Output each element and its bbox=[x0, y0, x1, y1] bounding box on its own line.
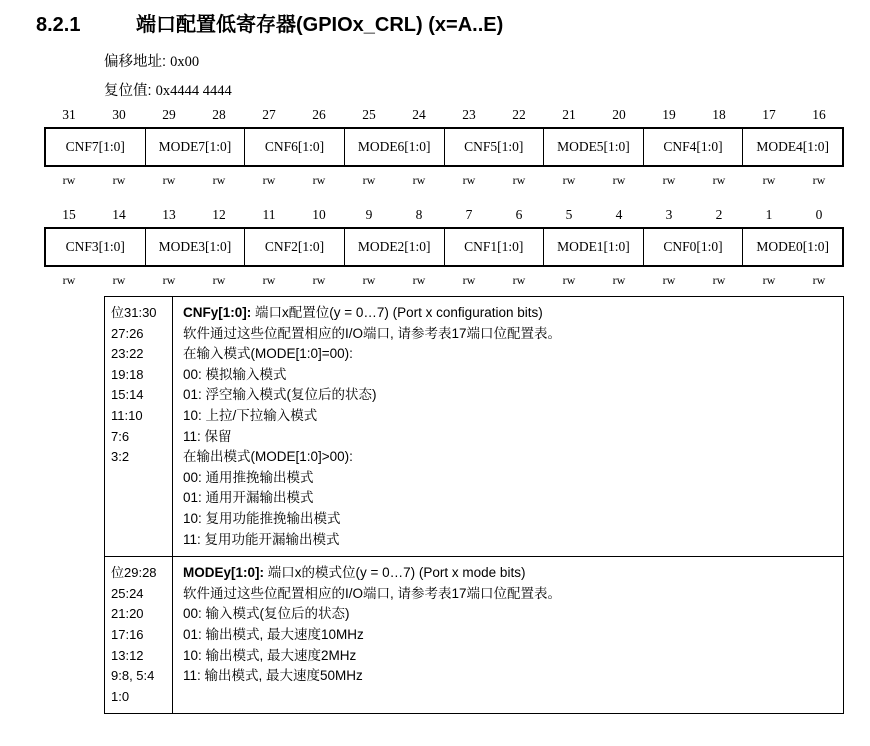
register-field: CNF7[1:0] bbox=[46, 129, 146, 165]
table-row bbox=[105, 297, 843, 557]
bit-description-cell bbox=[173, 557, 843, 713]
bit-range-cell bbox=[105, 297, 173, 556]
bit-number: 3 bbox=[665, 207, 673, 222]
access-label: rw bbox=[512, 273, 526, 287]
description-line: 00: 输入模式(复位后的状态) bbox=[183, 606, 350, 622]
access-label: rw bbox=[162, 173, 176, 187]
bit-description-cell bbox=[173, 297, 843, 556]
access-row-high bbox=[44, 171, 844, 189]
offset-address-line bbox=[104, 50, 199, 71]
access-label: rw bbox=[712, 273, 726, 287]
bit-number: 8 bbox=[415, 207, 423, 222]
bit-range: 7:6 bbox=[111, 428, 130, 444]
section-title: 端口配置低寄存器(GPIOx_CRL) (x=A..E) bbox=[136, 14, 504, 36]
field-title-line bbox=[183, 563, 835, 584]
description-line: 11: 保留 bbox=[183, 428, 232, 444]
bit-number: 12 bbox=[212, 207, 226, 222]
bit-number: 28 bbox=[212, 107, 226, 122]
register-field: CNF0[1:0] bbox=[644, 229, 744, 265]
description-line: 00: 通用推挽输出模式 bbox=[183, 469, 314, 485]
register-field-row-low bbox=[44, 227, 844, 267]
access-label: rw bbox=[762, 273, 776, 287]
bit-number: 18 bbox=[712, 107, 726, 122]
access-label: rw bbox=[612, 273, 626, 287]
description-line: 01: 浮空输入模式(复位后的状态) bbox=[183, 387, 377, 403]
bit-number: 24 bbox=[412, 107, 426, 122]
section-heading bbox=[36, 8, 503, 37]
access-label: rw bbox=[612, 173, 626, 187]
bit-number: 15 bbox=[62, 207, 76, 222]
bit-number: 19 bbox=[662, 107, 676, 122]
access-row-low bbox=[44, 271, 844, 289]
bit-number: 9 bbox=[365, 207, 373, 222]
description-line: 10: 上拉/下拉输入模式 bbox=[183, 407, 318, 423]
register-field: MODE6[1:0] bbox=[345, 129, 445, 165]
access-label: rw bbox=[462, 173, 476, 187]
field-name: MODEy[1:0]: bbox=[183, 565, 265, 581]
bit-number: 1 bbox=[765, 207, 773, 222]
register-field: CNF5[1:0] bbox=[445, 129, 545, 165]
description-line: 11: 输出模式, 最大速度50MHz bbox=[183, 668, 363, 684]
access-label: rw bbox=[812, 273, 826, 287]
field-title-line bbox=[183, 303, 835, 324]
access-label: rw bbox=[712, 173, 726, 187]
bit-range: 21:20 bbox=[111, 606, 144, 622]
description-line: 在输入模式(MODE[1:0]=00): bbox=[183, 346, 353, 362]
register-field: CNF1[1:0] bbox=[445, 229, 545, 265]
description-line: 在输出模式(MODE[1:0]>00): bbox=[183, 449, 353, 465]
access-label: rw bbox=[812, 173, 826, 187]
access-label: rw bbox=[212, 173, 226, 187]
access-label: rw bbox=[212, 273, 226, 287]
bit-number: 31 bbox=[62, 107, 76, 122]
bit-number: 26 bbox=[312, 107, 326, 122]
bit-number: 21 bbox=[562, 107, 576, 122]
reset-value-line bbox=[104, 79, 232, 100]
bit-number: 13 bbox=[162, 207, 176, 222]
access-label: rw bbox=[412, 273, 426, 287]
access-label: rw bbox=[112, 173, 126, 187]
description-line: 11: 复用功能开漏输出模式 bbox=[183, 531, 340, 547]
bit-number: 11 bbox=[262, 207, 276, 222]
bit-range: 1:0 bbox=[111, 688, 130, 704]
register-field: MODE4[1:0] bbox=[756, 139, 830, 154]
reset-value-value: 0x4444 4444 bbox=[155, 83, 232, 99]
description-line: 01: 输出模式, 最大速度10MHz bbox=[183, 626, 364, 642]
bit-number: 29 bbox=[162, 107, 176, 122]
bit-range: 15:14 bbox=[111, 387, 144, 403]
register-field: MODE5[1:0] bbox=[544, 129, 644, 165]
access-label: rw bbox=[262, 273, 276, 287]
bit-number: 14 bbox=[112, 207, 126, 222]
register-field: MODE7[1:0] bbox=[146, 129, 246, 165]
register-field: MODE0[1:0] bbox=[756, 239, 830, 254]
bit-number: 20 bbox=[612, 107, 626, 122]
bit-range: 位31:30 bbox=[111, 305, 157, 320]
bit-range: 17:16 bbox=[111, 626, 144, 642]
access-label: rw bbox=[562, 173, 576, 187]
bit-number: 0 bbox=[815, 207, 823, 222]
bit-number: 5 bbox=[565, 207, 573, 222]
bit-number-row-low bbox=[44, 206, 844, 224]
bit-number: 25 bbox=[362, 107, 376, 122]
register-low-half bbox=[44, 206, 844, 289]
offset-address-value: 0x00 bbox=[170, 54, 200, 70]
description-line: 01: 通用开漏输出模式 bbox=[183, 490, 314, 506]
bit-number: 2 bbox=[715, 207, 723, 222]
description-line: 10: 复用功能推挽输出模式 bbox=[183, 510, 341, 526]
bit-number: 10 bbox=[312, 207, 326, 222]
access-label: rw bbox=[312, 273, 326, 287]
access-label: rw bbox=[62, 273, 76, 287]
access-label: rw bbox=[362, 273, 376, 287]
bit-range: 9:8, 5:4 bbox=[111, 668, 155, 684]
table-row bbox=[105, 557, 843, 713]
bit-range: 11:10 bbox=[111, 407, 143, 423]
bit-range: 27:26 bbox=[111, 325, 144, 341]
bit-number: 30 bbox=[112, 107, 126, 122]
bit-range: 23:22 bbox=[111, 346, 144, 362]
bit-range: 13:12 bbox=[111, 647, 144, 663]
access-label: rw bbox=[312, 173, 326, 187]
description-line: 软件通过这些位配置相应的I/O端口, 请参考表17端口位配置表。 bbox=[183, 585, 562, 601]
bit-number: 22 bbox=[512, 107, 526, 122]
access-label: rw bbox=[512, 173, 526, 187]
bit-range: 3:2 bbox=[111, 449, 130, 465]
field-title-rest: 端口x的模式位(y = 0…7) (Port x mode bits) bbox=[264, 565, 526, 581]
access-label: rw bbox=[462, 273, 476, 287]
register-field-row-high bbox=[44, 127, 844, 167]
description-line: 10: 输出模式, 最大速度2MHz bbox=[183, 647, 357, 663]
bit-number: 16 bbox=[812, 107, 826, 122]
field-name: CNFy[1:0]: bbox=[183, 305, 252, 320]
bit-number: 4 bbox=[615, 207, 623, 222]
bit-range: 位29:28 bbox=[111, 565, 157, 581]
bit-number: 6 bbox=[515, 207, 523, 222]
bit-number: 23 bbox=[462, 107, 476, 122]
access-label: rw bbox=[362, 173, 376, 187]
register-field: CNF2[1:0] bbox=[245, 229, 345, 265]
bit-range: 25:24 bbox=[111, 585, 144, 601]
register-field: MODE3[1:0] bbox=[146, 229, 246, 265]
register-high-half bbox=[44, 106, 844, 189]
register-field: CNF3[1:0] bbox=[46, 229, 146, 265]
access-label: rw bbox=[662, 173, 676, 187]
access-label: rw bbox=[162, 273, 176, 287]
access-label: rw bbox=[562, 273, 576, 287]
bit-number: 7 bbox=[465, 207, 473, 222]
register-field: MODE2[1:0] bbox=[345, 229, 445, 265]
access-label: rw bbox=[112, 273, 126, 287]
register-field: CNF6[1:0] bbox=[245, 129, 345, 165]
access-label: rw bbox=[662, 273, 676, 287]
bit-number: 27 bbox=[262, 107, 276, 122]
bit-number-row-high bbox=[44, 106, 844, 124]
reset-value-label: 复位值: bbox=[104, 83, 152, 99]
description-line: 00: 模拟输入模式 bbox=[183, 366, 287, 382]
access-label: rw bbox=[412, 173, 426, 187]
field-title-rest: 端口x配置位(y = 0…7) (Port x configuration bits) bbox=[251, 305, 543, 320]
offset-address-label: 偏移地址: bbox=[104, 54, 167, 70]
access-label: rw bbox=[62, 173, 76, 187]
section-number: 8.2.1 bbox=[36, 14, 81, 36]
bit-range-cell bbox=[105, 557, 173, 713]
bit-range: 19:18 bbox=[111, 366, 144, 382]
bit-description-table bbox=[104, 296, 844, 714]
access-label: rw bbox=[762, 173, 776, 187]
register-field: MODE1[1:0] bbox=[544, 229, 644, 265]
bit-number: 17 bbox=[762, 107, 776, 122]
description-line: 软件通过这些位配置相应的I/O端口, 请参考表17端口位配置表。 bbox=[183, 325, 562, 341]
access-label: rw bbox=[262, 173, 276, 187]
register-field: CNF4[1:0] bbox=[644, 129, 744, 165]
